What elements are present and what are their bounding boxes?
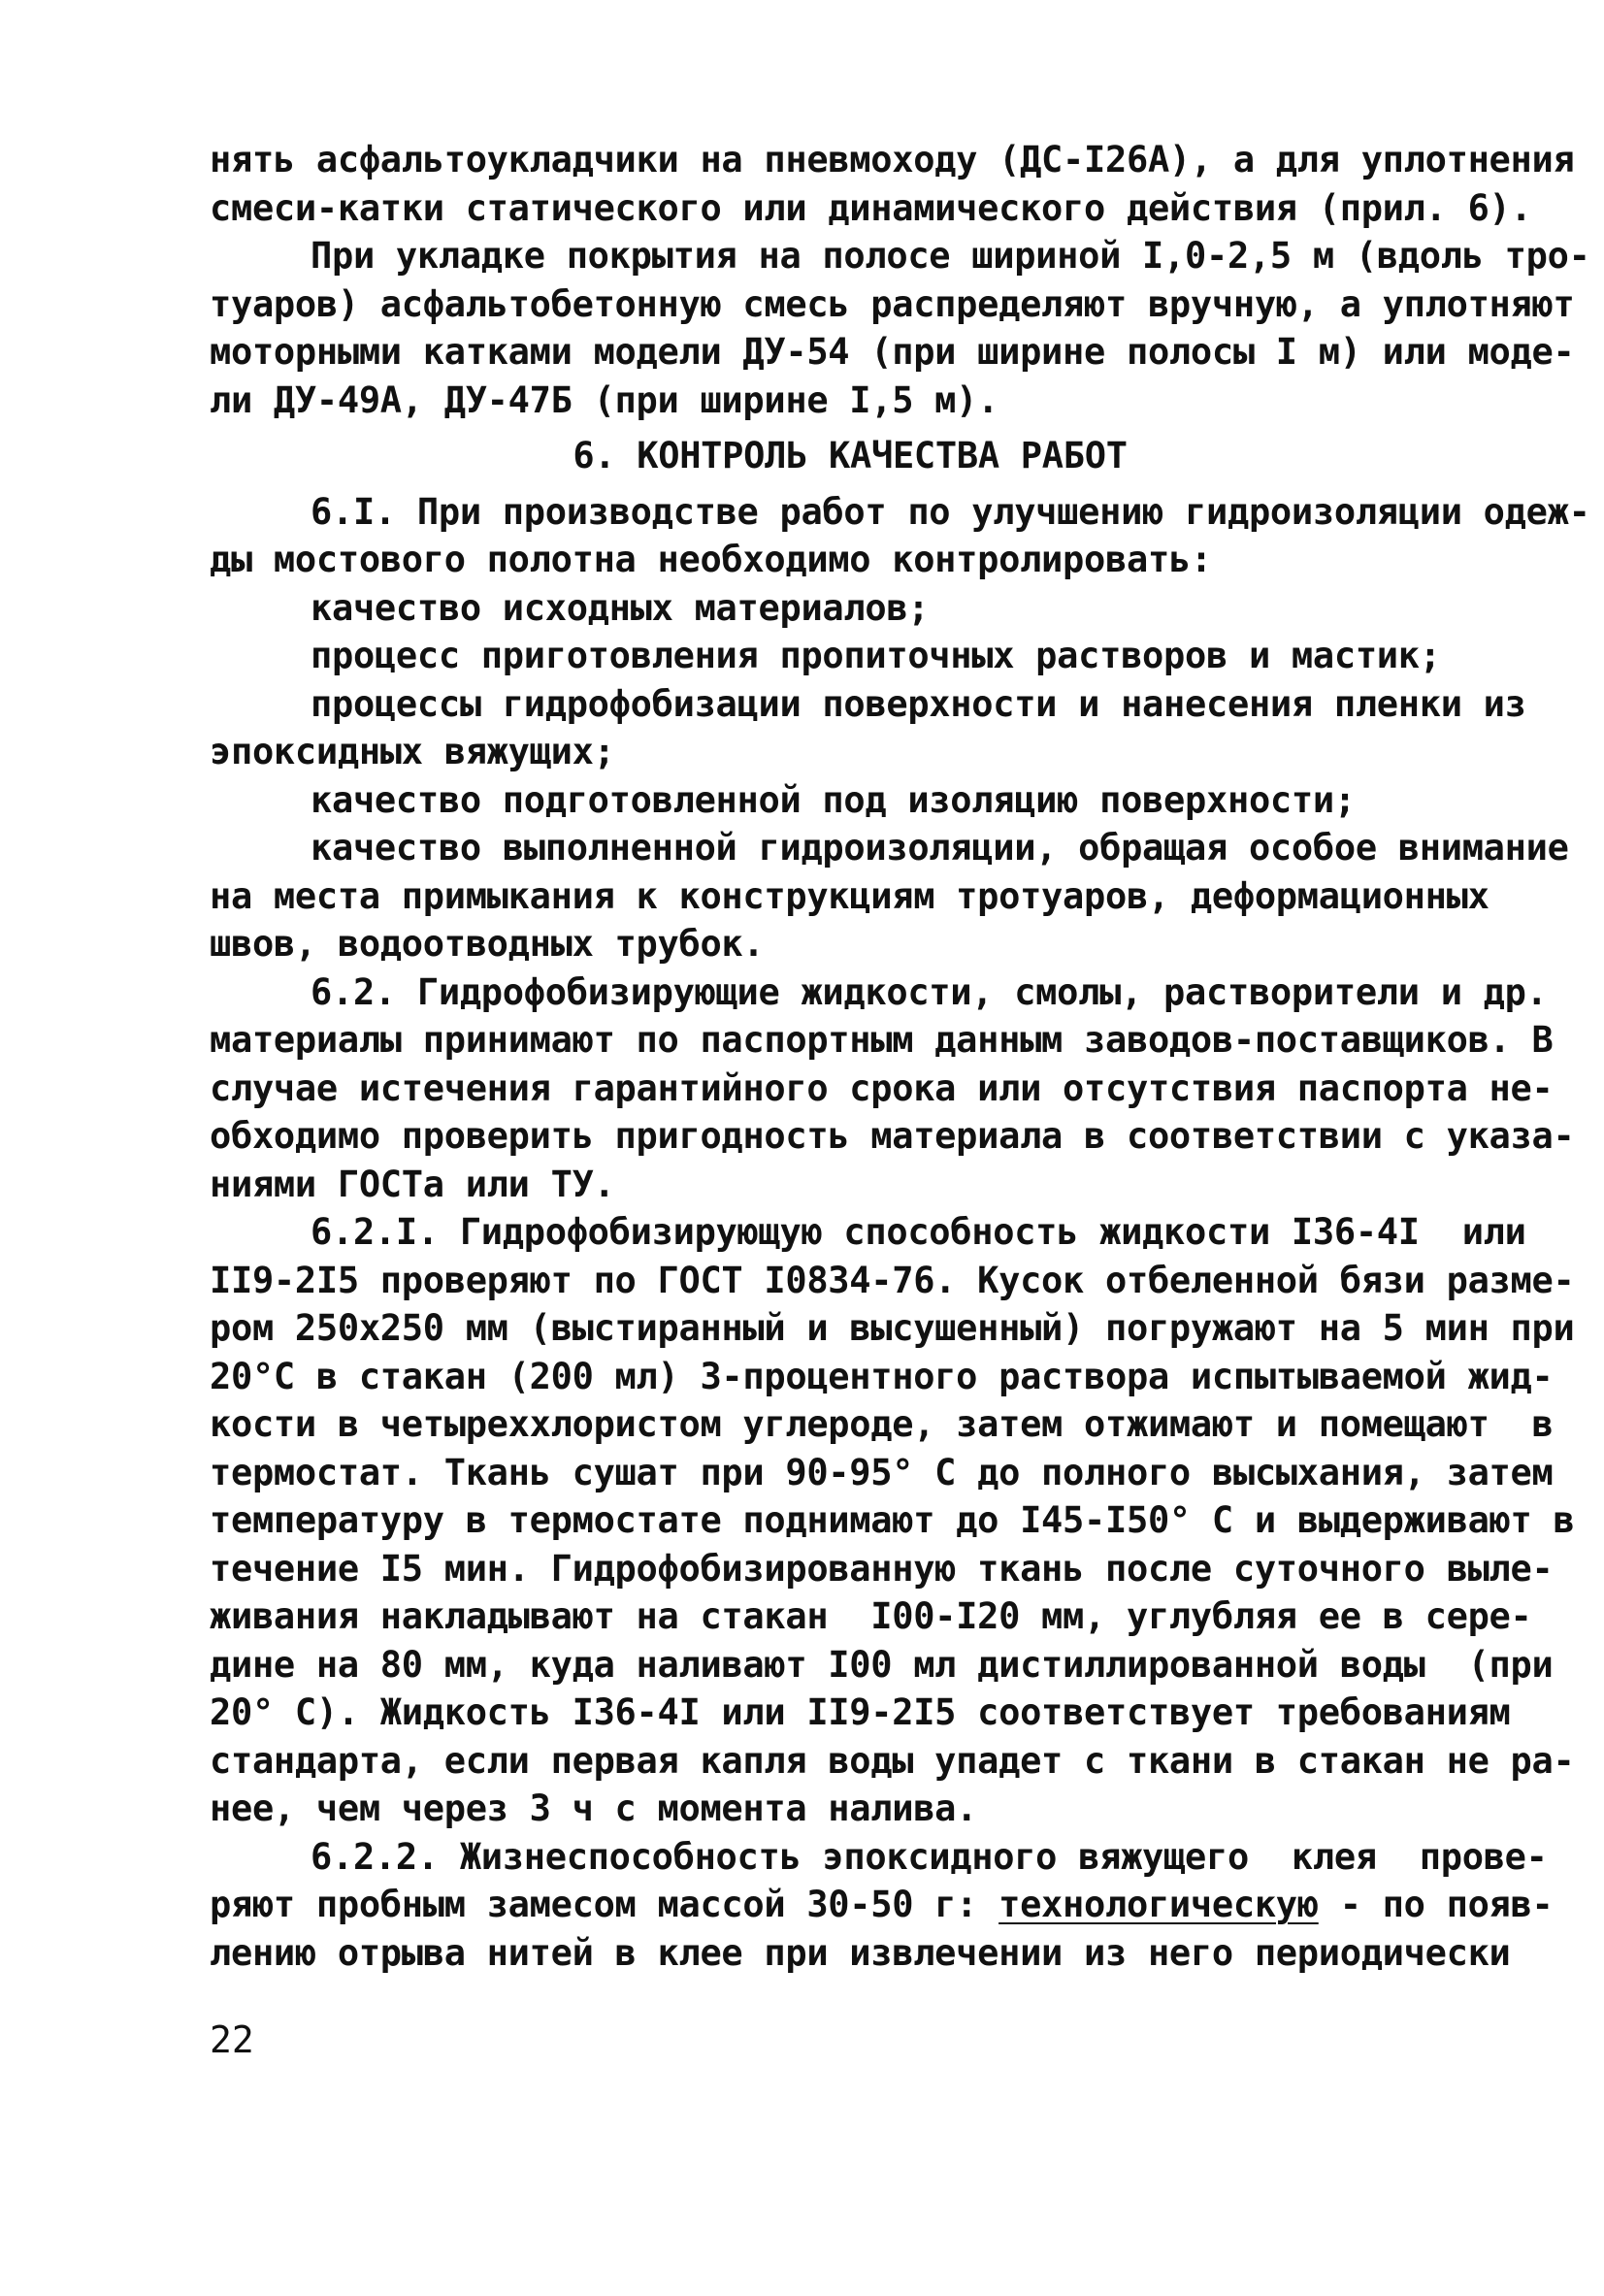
paragraph-first-line: 6.2. Гидрофобизирующие жидкости, смолы, растворители и др. <box>311 970 1548 1013</box>
text-line: нее, чем через 3 ч с момента налива. <box>210 1788 978 1829</box>
text-line: туаров) асфальтобетонную смесь распределяют вручную, а уплотняют <box>210 282 1575 325</box>
text-line <box>210 1881 1554 1929</box>
text-line: моторными катками модели ДУ-54 (при ширине полосы I м) или моде- <box>210 331 1575 373</box>
paragraph-first-line: процесс приготовления пропиточных растворов и мастик; <box>311 635 1441 676</box>
page-number: 22 <box>210 2018 254 2061</box>
text-line: стандарта, если первая капля воды упадет с ткани в стакан не ра- <box>210 1739 1575 1782</box>
text-line: ром 250x250 мм (выстиранный и высушенный) погружают на 5 мин при <box>210 1307 1575 1349</box>
section-heading: 6. КОНТРОЛЬ КАЧЕСТВА РАБОТ <box>573 435 1128 476</box>
underlined-term: технологическую <box>998 1884 1319 1925</box>
paragraph-first-line: 6.2.I. Гидрофобизирующую способность жидкости I36-4I или <box>311 1211 1526 1253</box>
text-line: на места примыкания к конструкциям тротуаров, деформационных <box>210 874 1489 917</box>
text-line: случае истечения гарантийного срока или отсутствия паспорта не- <box>210 1066 1554 1109</box>
text-line: материалы принимают по паспортным данным заводов-поставщиков. В <box>210 1019 1554 1061</box>
text-fragment: ряют пробным замесом массой 30-50 г: <box>210 1884 999 1925</box>
text-line: температуру в термостате поднимают до I45-I50° С и выдерживают в <box>210 1499 1575 1541</box>
text-line: течение I5 мин. Гидрофобизированную ткань после суточного выле- <box>210 1547 1554 1590</box>
text-line: обходимо проверить пригодность материала в соответствии с указа- <box>210 1115 1575 1157</box>
paragraph-first-line: качество подготовленной под изоляцию поверхности; <box>311 778 1356 821</box>
text-line: ли ДУ-49А, ДУ-47Б (при ширине I,5 м). <box>210 378 999 421</box>
body-text <box>210 136 1590 1977</box>
text-line: 20° С). Жидкость I36-4I или II9-2I5 соответствует требованиям <box>210 1691 1511 1733</box>
text-fragment: - по появ- <box>1318 1884 1554 1925</box>
paragraph-first-line: качество выполненной гидроизоляции, обращая особое внимание <box>311 827 1569 869</box>
text-line: 20°C в стакан (200 мл) 3-процентного раствора испытываемой жид- <box>210 1355 1554 1397</box>
text-line: ниями ГОСТа или ТУ. <box>210 1163 615 1205</box>
text-line: нять асфальтоукладчики на пневмоходу (ДС-I26A), а для уплотнения <box>210 139 1575 180</box>
text-line: живания накладывают на стакан I00-I20 мм, углубляя ее в сере- <box>210 1595 1532 1637</box>
paragraph-first-line: При укладке покрытия на полосе шириной I,0-2,5 м (вдоль тро- <box>311 235 1590 277</box>
text-line: дине на 80 мм, куда наливают I00 мл дистиллированной воды (при <box>210 1643 1554 1686</box>
text-line: швов, водоотводных трубок. <box>210 923 765 965</box>
paragraph-first-line: качество исходных материалов; <box>311 586 930 629</box>
text-line: смеси-катки статического или динамического действия (прил. 6). <box>210 186 1532 229</box>
paragraph-first-line: 6.2.2. Жизнеспособность эпоксидного вяжущего клея прове- <box>311 1835 1548 1878</box>
text-line: термостат. Ткань сушат при 90-95° С до полного высыхания, затем <box>210 1451 1554 1493</box>
text-line: ды мостового полотна необходимо контролировать: <box>210 539 1212 580</box>
text-line: II9-2I5 проверяют по ГОСТ I0834-76. Кусок отбеленной бязи разме- <box>210 1259 1575 1301</box>
text-line: кости в четыреххлористом углероде, затем отжимают и помещают в <box>210 1403 1554 1445</box>
text-line: эпоксидных вяжущих; <box>210 731 615 772</box>
paragraph-first-line: процессы гидрофобизации поверхности и нанесения пленки из <box>311 682 1526 725</box>
text-line: лению отрыва нитей в клее при извлечении из него периодически <box>210 1931 1511 1974</box>
paragraph-first-line: 6.I. При производстве работ по улучшению гидроизоляции одеж- <box>311 490 1590 533</box>
